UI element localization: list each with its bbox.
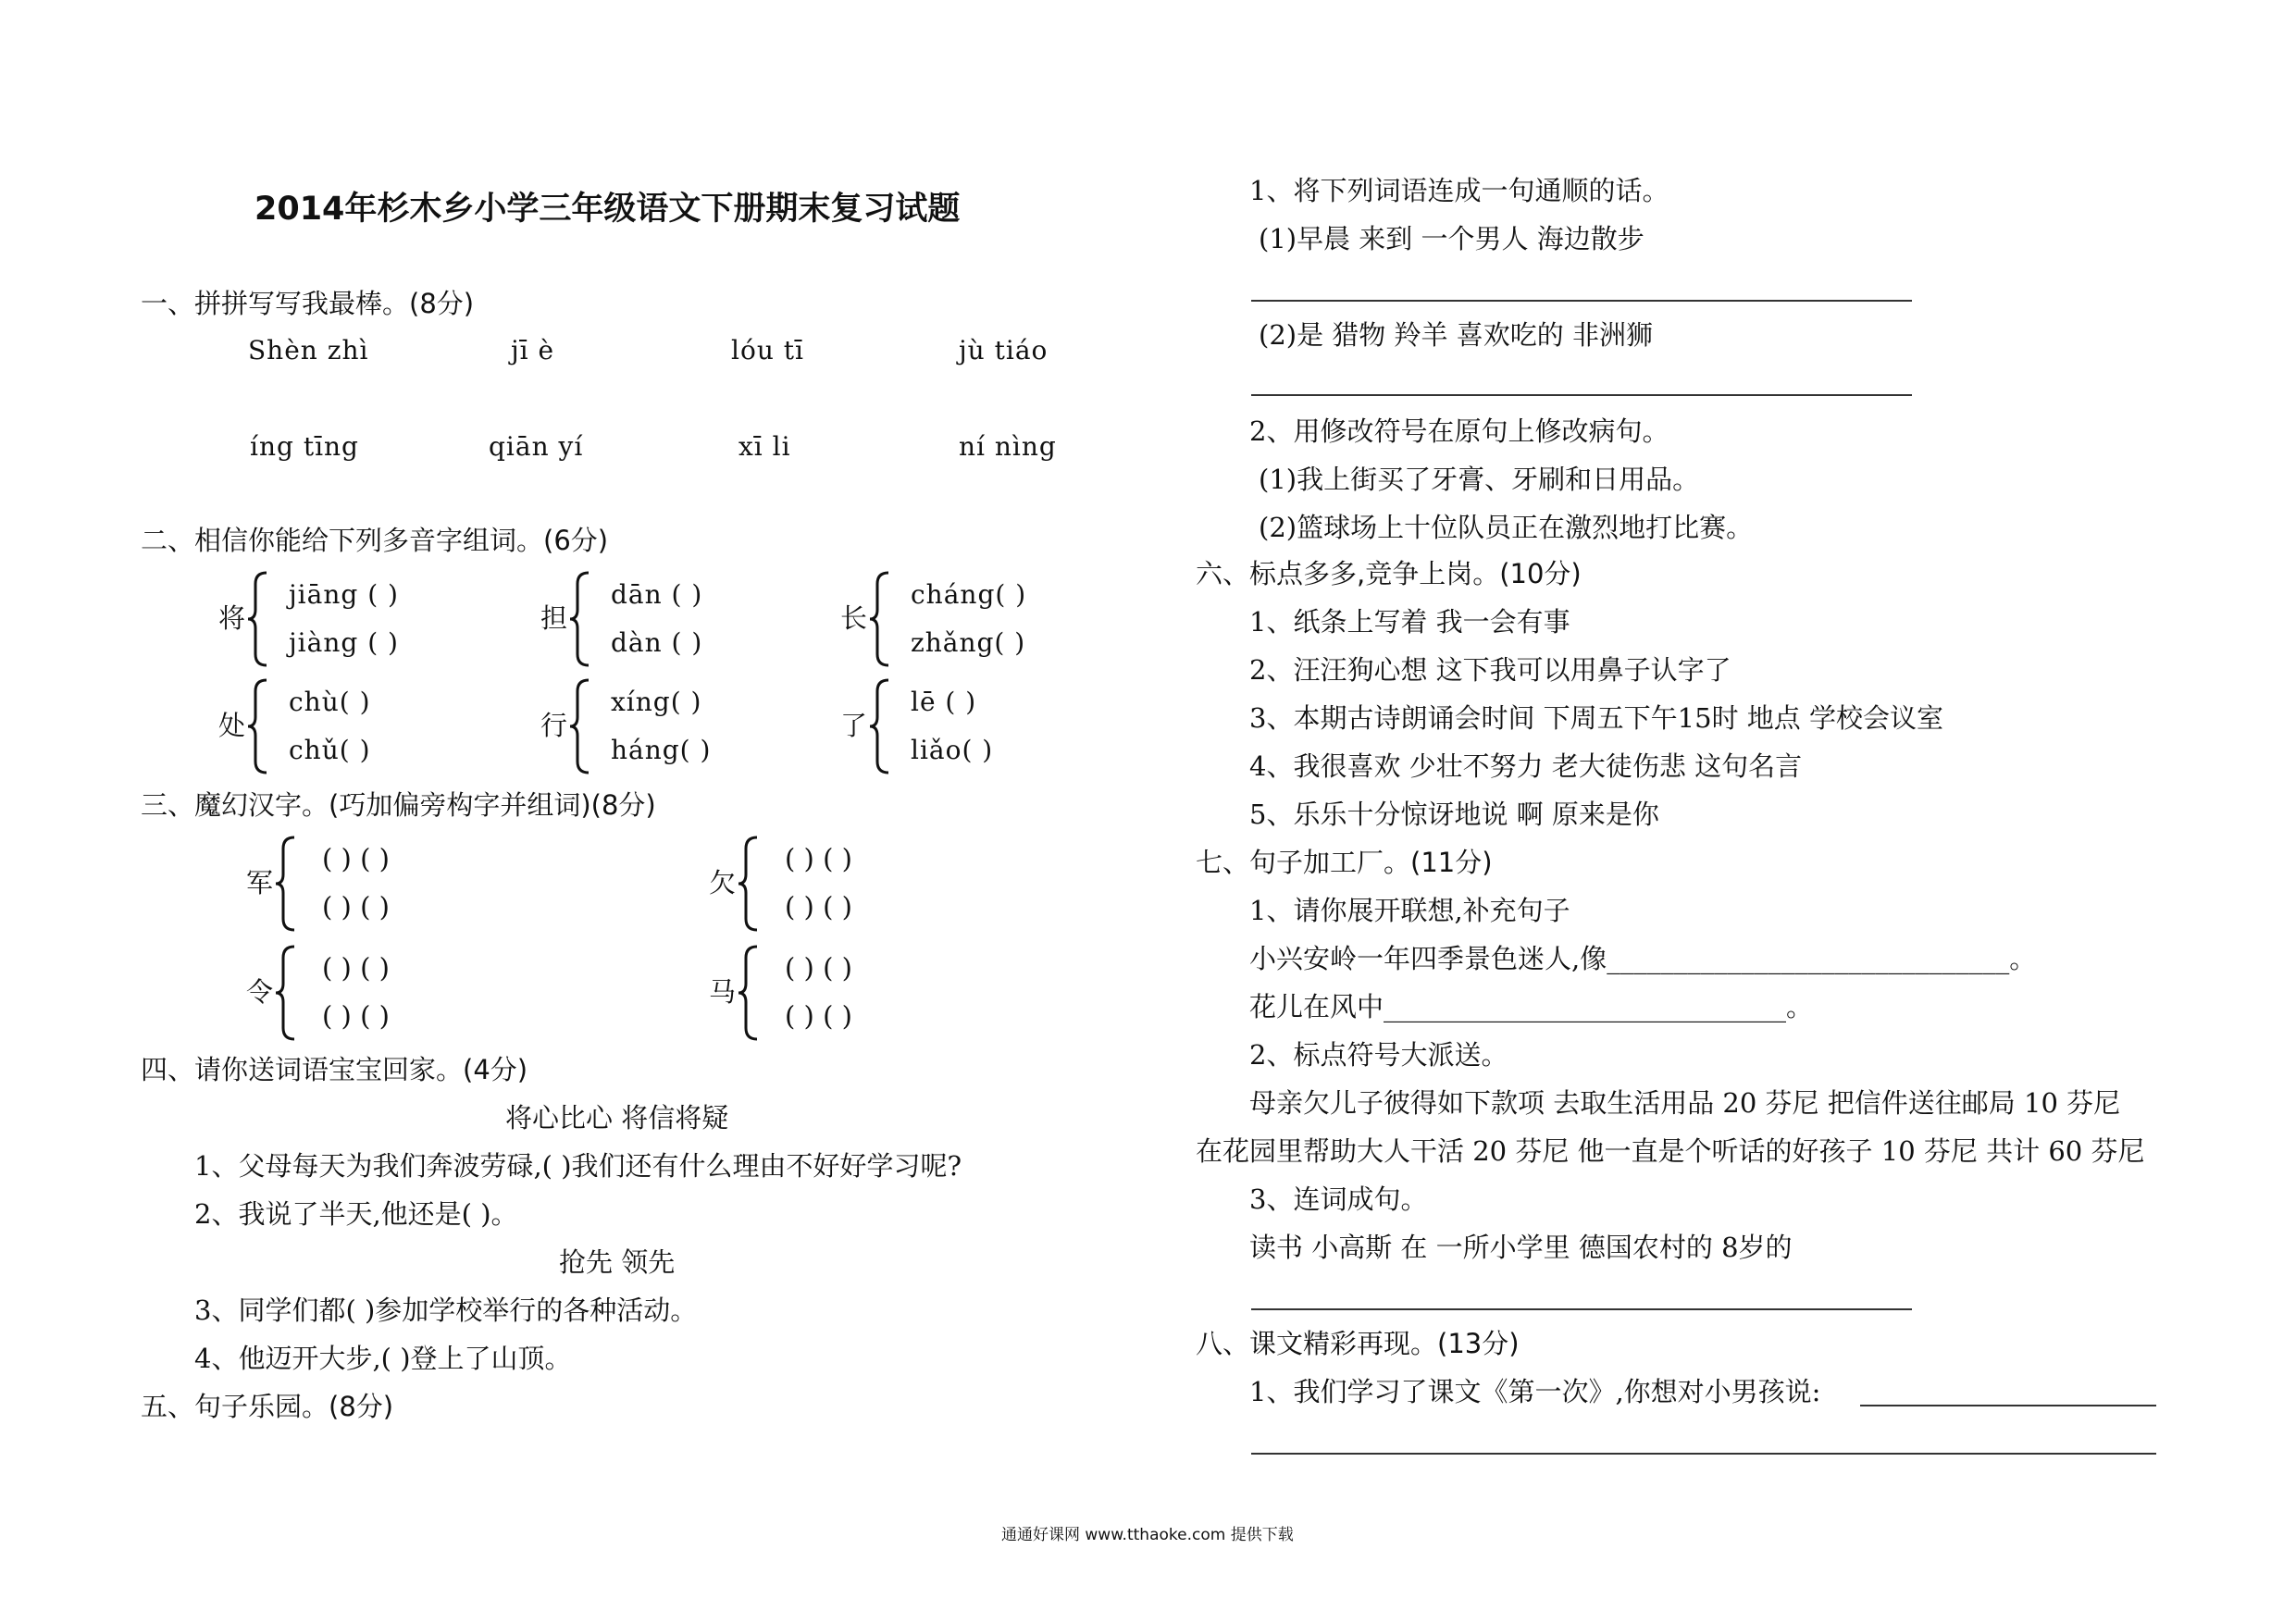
polyphone-char: 将 — [218, 602, 246, 634]
polyphone-char: 担 — [540, 602, 568, 634]
brace-icon — [868, 571, 892, 667]
pinyin-option: jiàng ( ) — [289, 627, 399, 658]
brace-icon — [568, 678, 592, 774]
blank-pair: ( ) ( ) — [322, 952, 390, 984]
section-8-heading: 八、课文精彩再现。(13分) — [1196, 1328, 1520, 1359]
blank-pair: ( ) ( ) — [785, 891, 852, 923]
question: 3、同学们都( )参加学校举行的各种活动。 — [194, 1295, 698, 1326]
pinyin-option: jiāng ( ) — [289, 579, 399, 610]
question: 2、我说了半天,他还是( )。 — [194, 1198, 518, 1230]
section-3-heading: 三、魔幻汉字。(巧加偏旁构字并组词)(8分) — [141, 789, 656, 821]
blank-pair: ( ) ( ) — [785, 952, 852, 984]
blank-pair: ( ) ( ) — [322, 843, 390, 874]
polyphone-char: 了 — [840, 710, 868, 741]
blank-pair: ( ) ( ) — [785, 843, 852, 874]
blank-pair: ( ) ( ) — [785, 1000, 852, 1032]
question-item: 花儿在风中______________________________。 — [1249, 991, 1814, 1022]
brace-icon — [737, 836, 761, 932]
word-bank: 抢先 领先 — [559, 1246, 676, 1278]
radical-char: 军 — [246, 867, 274, 898]
pinyin-item: íng tīng — [250, 431, 359, 462]
question-item: (1)我上街买了牙膏、牙刷和日用品。 — [1259, 464, 1700, 495]
answer-line — [1860, 1405, 2156, 1406]
polyphone-char: 行 — [540, 710, 568, 741]
brace-icon — [868, 678, 892, 774]
section-6-heading: 六、标点多多,竞争上岗。(10分) — [1196, 558, 1582, 589]
question-item: 读书 小高斯 在 一所小学里 德国农村的 8岁的 — [1249, 1232, 1793, 1263]
polyphone-char: 处 — [218, 710, 246, 741]
pinyin-option: dān ( ) — [611, 579, 703, 610]
question: 1、我们学习了课文《第一次》,你想对小男孩说: — [1249, 1376, 1821, 1407]
pinyin-item: Shèn zhì — [248, 335, 369, 365]
pinyin-option: cháng( ) — [911, 579, 1027, 610]
pinyin-item: jù tiáo — [959, 335, 1049, 365]
question: 1、请你展开联想,补充句子 — [1249, 895, 1570, 926]
section-1-heading: 一、拼拼写写我最棒。(8分) — [141, 288, 475, 319]
pinyin-option: chǔ( ) — [289, 735, 371, 765]
question: 4、他迈开大步,( )登上了山顶。 — [194, 1343, 572, 1374]
punctuation-item: 4、我很喜欢 少壮不努力 老大徒伤悲 这句名言 — [1249, 750, 1803, 782]
question: 3、连词成句。 — [1249, 1183, 1428, 1215]
question-item: (1)早晨 来到 一个男人 海边散步 — [1259, 223, 1644, 254]
brace-icon — [737, 945, 761, 1041]
question-item: (2)篮球场上十位队员正在激烈地打比赛。 — [1259, 512, 1754, 543]
punctuation-item: 3、本期古诗朗诵会时间 下周五下午15时 地点 学校会议室 — [1249, 702, 1944, 734]
blank-pair: ( ) ( ) — [322, 1000, 390, 1032]
page-title: 2014年杉木乡小学三年级语文下册期末复习试题 — [254, 191, 961, 228]
polyphone-char: 长 — [840, 602, 868, 634]
pinyin-item: xī li — [738, 431, 791, 462]
section-2-heading: 二、相信你能给下列多音字组词。(6分) — [141, 525, 609, 556]
question-item: 母亲欠儿子彼得如下款项 去取生活用品 20 芬尼 把信件送往邮局 10 芬尼 — [1249, 1087, 2121, 1119]
section-7-heading: 七、句子加工厂。(11分) — [1196, 847, 1493, 878]
question: 1、将下列词语连成一句通顺的话。 — [1249, 175, 1669, 206]
word-bank: 将心比心 将信将疑 — [505, 1102, 729, 1134]
pinyin-item: lóu tī — [731, 335, 804, 365]
punctuation-item: 5、乐乐十分惊讶地说 啊 原来是你 — [1249, 799, 1659, 830]
answer-line — [1251, 1308, 1912, 1310]
answer-line — [1251, 300, 1912, 302]
radical-char: 马 — [709, 976, 737, 1008]
radical-char: 欠 — [709, 867, 737, 898]
brace-icon — [274, 836, 298, 932]
pinyin-option: chù( ) — [289, 687, 371, 717]
question: 2、标点符号大派送。 — [1249, 1039, 1508, 1071]
answer-line — [1251, 394, 1912, 396]
question-item: 小兴安岭一年四季景色迷人,像______________________________。 — [1249, 943, 2037, 974]
pinyin-item: ní nìng — [959, 431, 1057, 462]
brace-icon — [274, 945, 298, 1041]
pinyin-option: dàn ( ) — [611, 627, 703, 658]
question: 2、用修改符号在原句上修改病句。 — [1249, 415, 1669, 447]
blank-pair: ( ) ( ) — [322, 891, 390, 923]
pinyin-option: liǎo( ) — [911, 735, 994, 765]
brace-icon — [568, 571, 592, 667]
punctuation-item: 2、汪汪狗心想 这下我可以用鼻子认字了 — [1249, 654, 1731, 686]
section-5-heading: 五、句子乐园。(8分) — [141, 1391, 394, 1422]
radical-char: 令 — [246, 976, 274, 1008]
pinyin-option: lē ( ) — [911, 687, 977, 717]
punctuation-item: 1、纸条上写着 我一会有事 — [1249, 606, 1570, 638]
brace-icon — [246, 678, 270, 774]
pinyin-item: jī è — [511, 335, 555, 365]
pinyin-option: háng( ) — [611, 735, 712, 765]
section-4-heading: 四、请你送词语宝宝回家。(4分) — [141, 1054, 528, 1085]
question-item: 在花园里帮助大人干活 20 芬尼 他一直是个听话的好孩子 10 芬尼 共计 60 芬尼 — [1196, 1135, 2145, 1167]
answer-line — [1251, 1453, 2156, 1455]
footer-text: 通通好课网 www.tthaoke.com 提供下载 — [1001, 1526, 1294, 1544]
brace-icon — [246, 571, 270, 667]
pinyin-option: zhǎng( ) — [911, 627, 1026, 658]
question-item: (2)是 猎物 羚羊 喜欢吃的 非洲狮 — [1259, 319, 1653, 351]
question: 1、父母每天为我们奔波劳碌,( )我们还有什么理由不好好学习呢? — [194, 1150, 962, 1182]
pinyin-option: xíng( ) — [611, 687, 702, 717]
pinyin-item: qiān yí — [489, 431, 584, 462]
